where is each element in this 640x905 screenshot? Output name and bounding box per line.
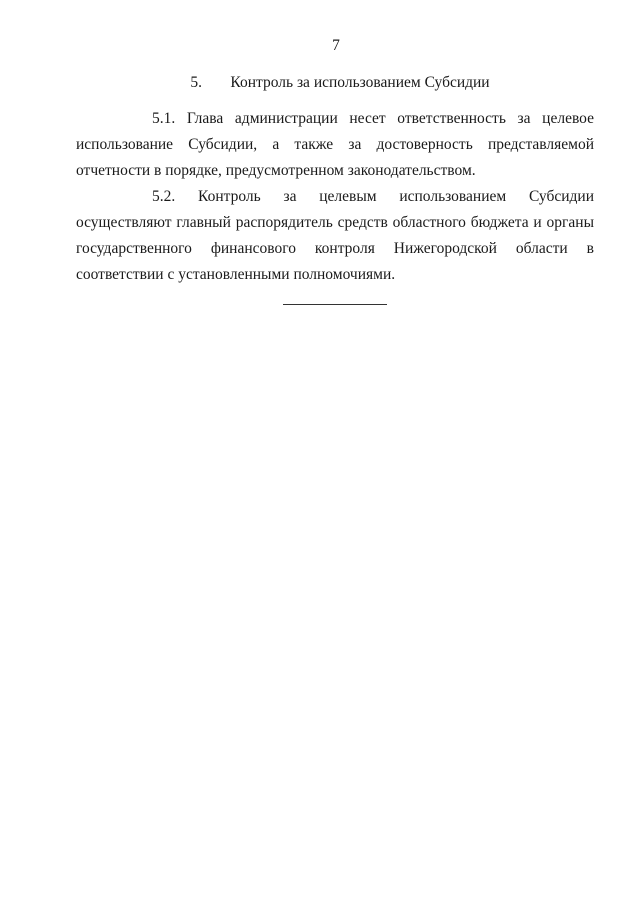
end-divider [283, 304, 387, 305]
paragraph-number: 5.2. [152, 188, 176, 205]
paragraph-number: 5.1. [152, 110, 176, 127]
section-title: Контроль за использованием Субсидии [230, 74, 490, 91]
paragraph-text: Контроль за целевым использованием Субсидии осуществляют главный распорядитель средств областного бюджета и органы государственного финансового контроля Нижегородской области в соответствии с установленными полномочиями. [76, 188, 594, 283]
section-number: 5. [190, 74, 203, 91]
paragraph-5-1 [76, 106, 594, 184]
section-heading [0, 73, 640, 93]
paragraph-5-2 [76, 184, 594, 288]
page-number: 7 [332, 37, 340, 54]
paragraph-text: Глава администрации несет ответственность за целевое использование Субсидии, а также за достоверность представляемой отчетности в порядке, предусмотренном законодательством. [76, 110, 594, 179]
